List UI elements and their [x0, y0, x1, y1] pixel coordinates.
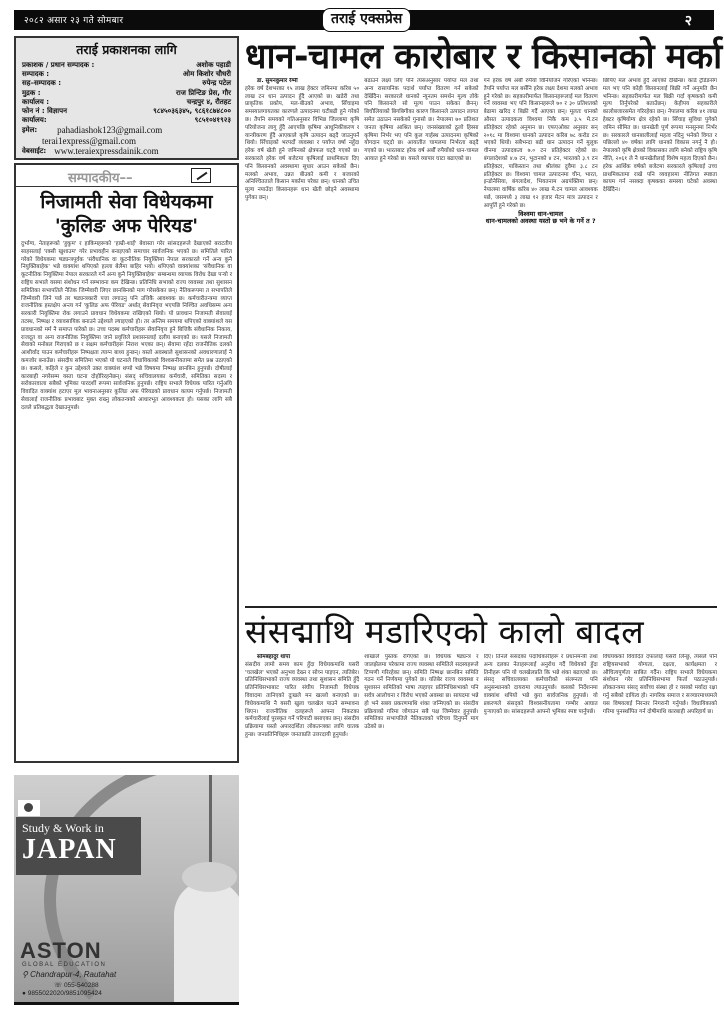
imprint-value: चन्द्रपुर ४, रौतहट: [186, 97, 231, 106]
article-text: गर्ने हरेक वर्ष अर्बौं रुपैयाँ विनियोजन गरिएको भनिन्छ। तैपनि पर्याप्त मल बर्सेनि हरेक लक्ष्य देशमा मलको अभाव हुने गरेको छ। सहकारीमार्फत किसानहरूलाई मल वितरण गर्ने व्यवस्था भए पनि किसानहरूले ७० र ३० प्रतिशतको बेढामा खरिद र बिक्री गर्दै आएका छन्। मूलतः धानको औसत उत्पादकत्व विश्वमा निकै कम ३.५ मे.टन प्रतिहेक्टर रहेको अनुमान छ। एफएओका अनुसार सन् २०१८ मा विश्वमा धानको उत्पादन करिब ७८ करोड टन भएको थियो। सबैभन्दा बढी धान उत्पादन गर्ने मुलुक चीनमा उत्पादकत्व ७.० टन प्रतिहेक्टर रहेको छ। बंगलादेशको ४.७ टन, भुटानको ४ टन, भारतको ३.९ टन प्रतिहेक्टर, पाकिस्तान तथा श्रीलंका दुवैमा ३.८ टन प्रतिहेक्टर छ। विश्वमा चामल उत्पादनमा चीन, भारत, इन्डोनेसिया, बंगलादेश, भियतनाम अग्रपंक्तिमा छन्। नेपालमा वार्षिक करिब ४० लाख मे.टन चामल आवश्यक पर्छ, जसमध्ये ३ लाख १२ हजार मेटन मात्र उत्पादन र आपूर्ति हुने गरेको छ।: [483, 78, 598, 209]
article-column: [245, 78, 359, 638]
imprint-value: अशोक पहाडी: [196, 61, 231, 69]
phone-icon: ☏: [54, 982, 64, 989]
imprint-label: सम्पादक :: [22, 70, 50, 79]
aston-subtitle: GLOBAL EDUCATION: [22, 962, 107, 968]
imprint-row: [22, 98, 231, 107]
article-text: संसदीय लामो समय काम हुँदा विधेयकमाथि यसरी 'चलखेल' भएको अनुभव देख्न र सोच्न पाइएन, त्यतिबेर। प्रतिनिधिसभाको राज्य व्यवस्था तथा सुशासन समिति हुँदै प्रतिनिधिसभाबाट पारित संघीय निजामती विधेयक विवादमा तानिएको दुःखले मन खल्लो बनाएको छ। विधेयकमाथि नै यसरी खुला चलखेल पाउने सम्भावना थिएन। राजनीतिक दलहरूले आफ्ना निकटका कर्मचारीलाई पुरस्कृत गर्ने परिपाटी बसाएका छन्। संसदीय प्रक्रियामा यस्तो अपारदर्शिता लोकतन्त्रका लागि घातक हुन्छ। जनप्रतिनिधिहरू जनताप्रति उत्तरदायी हुनुपर्छ।: [245, 661, 360, 738]
article-text: हरेक वर्ष देशभरका १५ लाख हेक्टर जमिनमा करिब ५० लाख टन धान उत्पादन हुँदै आएको छ। खडेरी तथा प्राकृतिक प्रकोप, मल-बीउको अभाव, सिँचाइमा समस्यालगायतका कारणले उत्पादनमा घटीबढी हुने गरेको छ। तैपनि समयको गतिअनुसार विभिन्न जिल्लामा कृषि परियोजना लागु हुँदै आएपछि कृषिमा आधुनिकीकरण र यान्त्रीकरण हुँदै आएकाले कृषि उत्पादन बढ्दै जाउनुपर्ने थियो। सिँचाइको भरपर्दो व्यवस्था र पर्याप्त वर्षा नहुँदा हरेक वर्ष खेती हुने जमिनको क्षेत्रफल घट्दै गएको छ। सरकारले हरेक वर्ष बजेटमा कृषिलाई प्राथमिकता दिए पनि किसानको अवस्थामा सुधार आउन सकेको छैन। मलको अभाव, उन्नत बीउको कमी र बजारको अनिश्चितताले किसान मर्कामा परेका छन्। धानको उचित मूल्य नपाउँदा किसानहरू धान खेती छोड्ने अवस्थामा पुगेका छन्।: [245, 85, 360, 201]
imprint-label: कार्यालय:: [22, 116, 47, 125]
imprint-row: [22, 61, 231, 70]
article-text: शाखाले पुस्तक रंगिएको छ। विधेयक षड्यन्त्र र जालझेलमा परेकामा राज्य व्यवस्था समितिले सदस्यहरूले टिप्पणी गरिरहेका छन्। समिति निष्पक्ष छानबिन समिति गठन गर्ने निर्णयमा पुगेको छ। यतिबेर राज्य व्यवस्था र सुशासन समितिको भाषा त्यहाएर प्रतिनिधिसभाको पनि सर्वत्र आलोचना र विरोध भएको अवस्था छ। सायदमा भन्ने हो भने सबय प्रकरणमाथि शंका जन्मिएको छ। संसदीय प्रक्रियाको गरिमा जोगाउन सबै पक्ष जिम्मेवार हुनुपर्छ। समितिका सभापतिले नैतिकताको परिचय दिनुपर्ने माग उठेको छ।: [364, 654, 479, 731]
article-paddy-rice: [245, 36, 722, 638]
article-text: बढाउने लक्ष्य लिए पनि त्यसअनुसार पर्याप्त मल तथा अन्य रासायनिक पदार्थ पर्याप्त वितरण गर्न सकेको देखिँदैन। सरकारले धानको न्यूनतम समर्थन मूल्य तोके पनि किसानले सो मूल्य पाउन सकेका छैनन्। बिचौलियाको बिगबिगीका कारण किसानले उत्पादन लागत समेत उठाउन नसकेको गुनासो छ। नेपालमा ७० प्रतिशत जनता कृषिमा आश्रित छन्। जनसंख्याको ठूलो हिस्सा कृषिमा निर्भर भए पनि कुल गार्हस्थ उत्पादनमा कृषिको योगदान घट्दो छ। आयातीत चामलमा निर्भरता बढ्दै गएको छ। भारतबाट हरेक वर्ष अर्बौं रुपैयाँको धान-चामल आयात हुने गरेको छ। यसले व्यापार घाटा बढाएको छ।: [364, 78, 479, 162]
imprint-row: [22, 116, 231, 125]
ad-mobile: ● 9855022020/9851095424: [22, 990, 102, 997]
imprint-email-row: [22, 136, 231, 147]
article-subhead: धान-चामलको अवस्था यस्तो छ भने के गर्ने त ?: [485, 217, 596, 226]
location-pin-icon: ⚲: [22, 970, 31, 979]
article-column: [603, 654, 717, 1024]
ad-headline-panel: [16, 817, 141, 875]
editorial-label: सम्पादकीय––: [68, 171, 133, 186]
imprint-title: तराई प्रकाशनका लागि: [76, 42, 177, 57]
section-divider: [245, 606, 717, 608]
ad-country: JAPAN: [22, 834, 117, 865]
editorial-box: [14, 163, 239, 763]
article-column: [484, 654, 598, 1024]
article-text: विधेयकको विवादित दफालाई यसरी लिन्छु, त्यसले पनि राष्ट्रियसभाको योग्यता, दक्षता, कार्यक्षमता र औचित्यपूर्णता साबित गर्दैन। राष्ट्रिय सभाले विधेयकमा संशोधन गरेर प्रतिनिधिसभामा फिर्ता पठाउनुपर्छ। लोकतन्त्रमा संसद् सर्वोच्च संस्था हो र यसको मर्यादा रक्षा गर्नु सबैको दायित्व हो। नागरिक समाज र सञ्चारमाध्यमले यस विषयलाई निरन्तर निगरानी गर्नुपर्छ। विधायिकाको गरिमा पुनर्स्थापित गर्न दोषीमाथि कारबाही अपरिहार्य छ।: [602, 654, 717, 715]
editorial-headline: [16, 190, 237, 238]
article-parliament: [245, 612, 717, 1024]
imprint-value: ९८४५०३६३४५, ९८६१८७४८००: [153, 107, 231, 116]
imprint-row: [22, 107, 231, 116]
masthead: [14, 10, 714, 30]
article-column: [245, 654, 359, 1024]
aston-logo: ASTON: [20, 938, 102, 963]
imprint-value: ९८५१०४१९२३: [194, 116, 231, 125]
imprint-label: फोन नं : विज्ञापन: [22, 107, 67, 116]
advertisement-japan[interactable]: [14, 775, 239, 1005]
article-columns: [245, 654, 717, 1024]
imprint-value: ओम किशोर चौधरी: [182, 70, 231, 79]
editorial-headline-line1: निजामती सेवा विधेयकमा: [40, 191, 213, 213]
imprint-label: कार्यालय :: [22, 97, 50, 106]
website-label: वेबसाईट:: [22, 147, 47, 156]
article-subhead: विश्वमा धान-चामल: [518, 209, 564, 218]
imprint-row: [22, 79, 231, 88]
japan-flag-icon: [18, 800, 40, 816]
article-headline: धान-चामल कारोबार र किसानको मर्का: [245, 37, 722, 77]
editorial-body: दुर्भाग्य, नेताहरूको 'हुकुम' र हाकिमहरूको 'हाम्री-शाईं' बेवास्ता गरेर सांसदहरूले देखाएको बराटतीय साहसलाई 'रक्सी खुशाउम' गरेर प्रभावहीन बनाइएको समाचार सार्वजनिक भएको छ। समितिले पारित गरेको विधेयकमा षड्यन्त्रपूर्वक 'संवैधानिक वा कूटनीतिक नियुक्तिमा नेपाल सरकारले गर्ने अन्य कुनै नियुक्तिबाहेक' भन्ने वाक्यांश थपिएको हल्ला बेलैमा बाहिर भयो। थपिएको वाक्यांशका 'संवैधानिक वा कूटनीतिक नियुक्तिमा नेपाल सरकारले गर्ने अन्य कुनै नियुक्तिबाहेक' सम्बन्धमा व्यापक विरोध देखा पर्‍यो र राष्ट्रिय सभाले यसमा संशोधन गर्ने सम्भावना कम देखिन्छ। प्रतिनिधि सभाको राज्य व्यवस्था तथा सुशासन समितिका सभापतिले नैतिक जिम्मेवारी लिएर छानबिनको माग गरेसकेका छन्। नैतिकरूपमा त सभापतिले जिम्मेवारी लिने पर्छ तर षड्यन्त्रकारी पत्ता लगाउनु पनि उत्तिकै आवश्यक छ। कर्मचारीतन्त्रमा व्याप्त राजनीतिक हस्तक्षेप अन्त्य गर्न 'कुलिङ अफ पेरियड' अर्थात् सेवानिवृत्त भएपछि निश्चित अवधिसम्म अन्य सरकारी नियुक्तिमा रोक लगाउने प्रावधान विधेयकमा राखिएको थियो। यो प्रावधान निजामती सेवालाई तटस्थ, निष्पक्ष र व्यावसायिक बनाउने उद्देश्यले ल्याइएको हो। तर अन्तिम समयमा थपिएको वाक्यांशले यस प्रावधानको मर्म नै समाप्त पारेको छ। उच्च पदस्थ कर्मचारीहरू सेवानिवृत्त हुने बित्तिकै संवैधानिक निकाय, राजदूत वा अन्य राजनीतिक नियुक्तिमा जाने प्रवृत्तिले प्रशासनलाई दलीय बनाएको छ। यसले निजामती सेवाको मनोबल गिराएको छ र सक्षम कर्मचारीहरू निराश भएका छन्। सेवामा रहँदा राजनीतिक दलको आशीर्वाद पाउन कर्मचारीहरू निष्पक्षता त्याग्न बाध्य हुन्छन्। यस्तो अवस्थाले सुशासनको अवधारणालाई नै कमजोर बनाउँछ। संसदीय समितिमा भएको यो घटनाले विधायिकाको विश्वसनीयतामा समेत प्रश्न उठाएको छ। कसले, कहिले र कुन उद्देश्यले उक्त वाक्यांश थप्यो भन्ने विषयमा निष्पक्ष छानबिन हुनुपर्छ। दोषीलाई कारबाही नगरेसम्म यस्ता घटना दोहोरिरहनेछन्। संसद् सचिवालयका कर्मचारी, समितिका सदस्य र सरोकारवाला सबैको भूमिका पारदर्शी रूपमा सार्वजनिक हुनुपर्छ। राष्ट्रिय सभाले विधेयक पारित गर्नुअघि विवादित वाक्यांश हटाएर मूल भावनाअनुसार कुलिङ अफ पेरियडको प्रावधान कायम गर्नुपर्छ। निजामती सेवालाई राजनीतिक प्रभावबाट मुक्त राख्नु लोकतन्त्रको आधारभूत आवश्यकता हो। यसका लागि सबै दलले प्रतिबद्धता देखाउनुपर्छ।: [21, 241, 232, 411]
mobile-icon: ●: [22, 990, 28, 997]
newspaper-brand: तराई एक्सप्रेस: [322, 8, 411, 32]
email-link[interactable]: pahadiashok123@gmail.com: [57, 125, 163, 136]
imprint-value: राज प्रिन्टिङ प्रेस, गौर: [176, 88, 231, 97]
article-text: दिए। तिनले संसदका पदाधिकारीहरू र प्रधानमन्त्री तथा अन्य दलका नेताहरूलाई अनुरोध गर्दै विधेयको हुँदा तिनीहरू पनि यो चलखेलप्रति कि भन्ने शंका बढाएको छ। संसद् सचिवालयका कर्मचारीको संलग्नता पनि अनुसन्धानको दायरामा ल्याउनुपर्छ। कसको निर्देशनमा वाक्यांश थपियो भन्ने कुरा सार्वजनिक हुनुपर्छ। यो प्रकरणले संसद्को विश्वसनीयतामा गम्भीर आघात पुर्‍याएको छ। सांसदहरूले आफ्नो भूमिका स्पष्ट पार्नुपर्छ।: [483, 654, 598, 715]
article-headline: संसद्माथि मडारिएको कालो बादल: [245, 612, 645, 651]
article-column: [484, 78, 598, 638]
student-image: [174, 880, 239, 1005]
article-byline: डा. सुमनकुमार रेग्मी: [257, 78, 298, 84]
imprint-website-row: [22, 146, 231, 157]
editorial-kicker: [16, 165, 237, 187]
article-column: [364, 654, 478, 1024]
imprint-row: [22, 89, 231, 98]
imprint-value: रुपेन्द्र पटेल: [202, 79, 231, 88]
imprint-label: प्रकाशक / प्रधान सम्पादक :: [22, 61, 95, 69]
imprint-email-row: [22, 125, 231, 136]
imprint-label: मुद्रक :: [22, 88, 41, 97]
imprint-box: [14, 36, 239, 160]
page-number: २: [684, 13, 692, 29]
website-link[interactable]: www.teraiexpressdainik.com: [54, 146, 159, 157]
article-byline: सोमबहादुर थापा: [257, 654, 291, 660]
imprint-row: [22, 70, 231, 79]
ad-address: ⚲ Chandrapur-4, Rautahat: [22, 970, 117, 979]
article-column: [603, 78, 717, 638]
article-text: छिपिए मल अभाव हुँदै आएको देखिन्छ। कार्ड ट्रेडिङसँग मल भए पनि कोही किसानलाई बिक्री गर्ने अनुमति छैन भनिन्छ। सहकारीमार्फत मल बिक्री गर्दा कृषकको कमी मूल्य तिर्नुपरेको बताउँछन्। केहीपय सहकारीले कालोबजारसमेत गरिरहेका छन्। नेपालमा करिब ४१ लाख हेक्टर कृषियोग्य क्षेत्र रहेको छ। सिँचाइ सुविधा पुगेको जमिन सीमित छ। धानखेती पूर्ण रूपमा मनसुनमा निर्भर छ। सरकारले धानबालीलाई महत्व नदिनु भनेको विगत र पछिल्लो ४० वर्षका लागि धानको विकास नगर्नु नै हो। नेपालको कृषि क्षेत्रको विकासका लागि बनेको राष्ट्रिय कृषि नीति, २०६१ ले नै धानखेतीलाई विशेष महत्व दिएको छैन। हरेक आर्थिक वर्षको बजेटमा सरकारले कृषिलाई उच्च प्राथमिकतामा राखे पनि व्यवहारमा नीतिगत स्पष्टता कायम गर्न नसक्दा कृषकका समस्या घटेको अवस्था देखिँदैन।: [602, 78, 717, 194]
editorial-headline-line2: 'कुलिङ अफ पेरियड': [54, 215, 199, 237]
pen-icon: [191, 168, 211, 183]
email-link[interactable]: terai1express@gmail.com: [42, 135, 137, 146]
imprint-label: सह–सम्पादक :: [22, 79, 62, 88]
ad-tagline: Study & Work in: [22, 821, 104, 835]
issue-date: २०८२ असार २३ गते सोमबार: [24, 16, 124, 26]
ad-phone: ☏ 055-540288: [54, 982, 99, 989]
article-column: [364, 78, 478, 638]
article-columns: [245, 78, 717, 638]
email-label: इमेल:: [22, 126, 38, 135]
